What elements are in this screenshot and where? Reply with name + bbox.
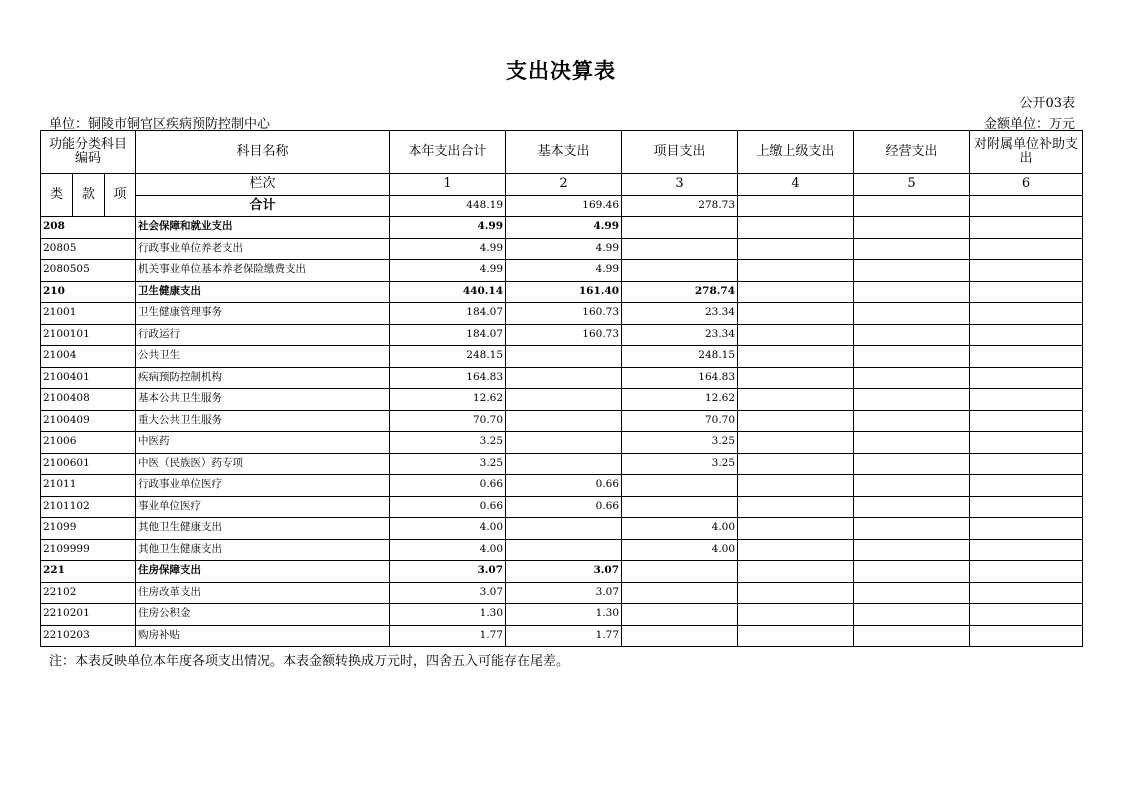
row-business-expense: [854, 432, 970, 454]
total-row: [41, 196, 1083, 217]
row-subsidy-affiliate: [970, 238, 1083, 260]
row-subject-name: 住房保障支出: [136, 561, 390, 583]
row-basic-expense: 3.07: [506, 561, 622, 583]
row-subsidy-affiliate: [970, 389, 1083, 411]
row-remit-superior: [738, 496, 854, 518]
row-subject-name: 机关事业单位基本养老保险缴费支出: [136, 260, 390, 282]
row-code: 2210201: [41, 604, 136, 626]
col-index-1: 1: [390, 174, 506, 196]
row-business-expense: [854, 389, 970, 411]
row-total-expense: 3.07: [390, 561, 506, 583]
row-business-expense: [854, 281, 970, 303]
row-project-expense: 3.25: [622, 453, 738, 475]
row-project-expense: 70.70: [622, 410, 738, 432]
row-total-expense: 0.66: [390, 496, 506, 518]
row-code: 2100101: [41, 324, 136, 346]
row-remit-superior: [738, 453, 854, 475]
row-basic-expense: 4.99: [506, 238, 622, 260]
header-project-expense: 项目支出: [622, 131, 738, 174]
header-lanci: 栏次: [136, 174, 390, 196]
row-total-expense: 1.30: [390, 604, 506, 626]
table-row: [41, 260, 1083, 282]
row-subject-name: 行政事业单位医疗: [136, 475, 390, 497]
row-code: 2109999: [41, 539, 136, 561]
table-row: [41, 604, 1083, 626]
row-remit-superior: [738, 367, 854, 389]
col-index-2: 2: [506, 174, 622, 196]
row-subject-name: 其他卫生健康支出: [136, 518, 390, 540]
row-basic-expense: [506, 389, 622, 411]
row-project-expense: 248.15: [622, 346, 738, 368]
row-subsidy-affiliate: [970, 453, 1083, 475]
row-basic-expense: [506, 432, 622, 454]
total-col2: 169.46: [506, 196, 622, 217]
table-row: [41, 303, 1083, 325]
table-row: [41, 453, 1083, 475]
table-row: [41, 432, 1083, 454]
row-code: 20805: [41, 238, 136, 260]
row-remit-superior: [738, 238, 854, 260]
total-label: 合计: [136, 196, 390, 217]
row-subsidy-affiliate: [970, 346, 1083, 368]
row-subsidy-affiliate: [970, 432, 1083, 454]
header-subject-name: 科目名称: [136, 131, 390, 174]
row-basic-expense: 4.99: [506, 260, 622, 282]
row-project-expense: 3.25: [622, 432, 738, 454]
row-code: 2210203: [41, 625, 136, 647]
row-project-expense: [622, 625, 738, 647]
row-total-expense: 3.07: [390, 582, 506, 604]
row-code: 2101102: [41, 496, 136, 518]
row-remit-superior: [738, 389, 854, 411]
row-subsidy-affiliate: [970, 260, 1083, 282]
row-project-expense: [622, 260, 738, 282]
row-basic-expense: 160.73: [506, 303, 622, 325]
table-row: [41, 238, 1083, 260]
row-remit-superior: [738, 324, 854, 346]
row-business-expense: [854, 518, 970, 540]
page-title: 支出决算表: [506, 59, 616, 83]
row-remit-superior: [738, 475, 854, 497]
row-project-expense: 278.74: [622, 281, 738, 303]
row-basic-expense: [506, 453, 622, 475]
row-business-expense: [854, 475, 970, 497]
row-subject-name: 疾病预防控制机构: [136, 367, 390, 389]
row-subsidy-affiliate: [970, 367, 1083, 389]
table-row: [41, 582, 1083, 604]
row-project-expense: 4.00: [622, 539, 738, 561]
row-remit-superior: [738, 539, 854, 561]
row-subsidy-affiliate: [970, 582, 1083, 604]
row-code: 2100601: [41, 453, 136, 475]
row-business-expense: [854, 238, 970, 260]
table-row: [41, 410, 1083, 432]
row-project-expense: 164.83: [622, 367, 738, 389]
row-basic-expense: 160.73: [506, 324, 622, 346]
row-total-expense: 12.62: [390, 389, 506, 411]
total-col5: [854, 196, 970, 217]
row-project-expense: [622, 604, 738, 626]
table-row: [41, 496, 1083, 518]
row-business-expense: [854, 324, 970, 346]
row-subject-name: 公共卫生: [136, 346, 390, 368]
unit-label: 单位：铜陵市铜官区疾病预防控制中心: [49, 117, 271, 132]
table-row: [41, 518, 1083, 540]
header-kuan: 款: [73, 174, 105, 217]
row-remit-superior: [738, 303, 854, 325]
row-basic-expense: [506, 410, 622, 432]
row-basic-expense: 0.66: [506, 496, 622, 518]
total-col6: [970, 196, 1083, 217]
row-project-expense: [622, 582, 738, 604]
row-subsidy-affiliate: [970, 539, 1083, 561]
header-func-code: 功能分类科目编码: [41, 131, 136, 174]
row-total-expense: 4.99: [390, 260, 506, 282]
row-basic-expense: 1.77: [506, 625, 622, 647]
col-index-5: 5: [854, 174, 970, 196]
row-remit-superior: [738, 625, 854, 647]
row-code: 21099: [41, 518, 136, 540]
row-project-expense: [622, 217, 738, 239]
row-remit-superior: [738, 346, 854, 368]
row-code: 2080505: [41, 260, 136, 282]
row-subsidy-affiliate: [970, 281, 1083, 303]
footnote: 注：本表反映单位本年度各项支出情况。本表金额转换成万元时，四舍五入可能存在尾差。: [49, 654, 570, 669]
row-basic-expense: 0.66: [506, 475, 622, 497]
row-subject-name: 重大公共卫生服务: [136, 410, 390, 432]
total-col4: [738, 196, 854, 217]
row-total-expense: 4.00: [390, 518, 506, 540]
row-total-expense: 164.83: [390, 367, 506, 389]
row-business-expense: [854, 582, 970, 604]
row-remit-superior: [738, 561, 854, 583]
row-business-expense: [854, 303, 970, 325]
row-subject-name: 行政运行: [136, 324, 390, 346]
row-subsidy-affiliate: [970, 496, 1083, 518]
row-subsidy-affiliate: [970, 604, 1083, 626]
row-code: 21001: [41, 303, 136, 325]
row-total-expense: 4.00: [390, 539, 506, 561]
row-basic-expense: [506, 367, 622, 389]
row-code: 2100401: [41, 367, 136, 389]
row-subject-name: 其他卫生健康支出: [136, 539, 390, 561]
row-total-expense: 0.66: [390, 475, 506, 497]
table-row: [41, 217, 1083, 239]
row-basic-expense: 4.99: [506, 217, 622, 239]
table-row: [41, 625, 1083, 647]
row-code: 210: [41, 281, 136, 303]
row-total-expense: 248.15: [390, 346, 506, 368]
row-business-expense: [854, 496, 970, 518]
row-project-expense: [622, 561, 738, 583]
row-business-expense: [854, 367, 970, 389]
row-business-expense: [854, 346, 970, 368]
table-row: [41, 281, 1083, 303]
row-code: 221: [41, 561, 136, 583]
col-index-4: 4: [738, 174, 854, 196]
row-subject-name: 社会保障和就业支出: [136, 217, 390, 239]
row-remit-superior: [738, 604, 854, 626]
row-basic-expense: [506, 518, 622, 540]
row-subsidy-affiliate: [970, 217, 1083, 239]
row-total-expense: 1.77: [390, 625, 506, 647]
row-project-expense: 4.00: [622, 518, 738, 540]
row-subject-name: 卫生健康管理事务: [136, 303, 390, 325]
row-remit-superior: [738, 281, 854, 303]
row-project-expense: 23.34: [622, 324, 738, 346]
row-total-expense: 3.25: [390, 453, 506, 475]
row-basic-expense: 3.07: [506, 582, 622, 604]
row-business-expense: [854, 260, 970, 282]
row-subject-name: 住房公积金: [136, 604, 390, 626]
row-business-expense: [854, 217, 970, 239]
header-subsidy-affiliate: 对附属单位补助支出: [970, 131, 1083, 174]
row-subsidy-affiliate: [970, 518, 1083, 540]
row-subsidy-affiliate: [970, 324, 1083, 346]
row-subject-name: 卫生健康支出: [136, 281, 390, 303]
table-row: [41, 475, 1083, 497]
row-subject-name: 事业单位医疗: [136, 496, 390, 518]
table-row: [41, 367, 1083, 389]
row-project-expense: [622, 496, 738, 518]
row-business-expense: [854, 453, 970, 475]
total-col3: 278.73: [622, 196, 738, 217]
row-code: 21011: [41, 475, 136, 497]
row-remit-superior: [738, 432, 854, 454]
row-subject-name: 行政事业单位养老支出: [136, 238, 390, 260]
row-basic-expense: 161.40: [506, 281, 622, 303]
row-business-expense: [854, 561, 970, 583]
row-remit-superior: [738, 582, 854, 604]
row-subsidy-affiliate: [970, 625, 1083, 647]
row-code: 21004: [41, 346, 136, 368]
expenditure-table: [40, 130, 1083, 647]
row-project-expense: [622, 475, 738, 497]
row-code: 21006: [41, 432, 136, 454]
table-row: [41, 346, 1083, 368]
table-row: [41, 561, 1083, 583]
row-remit-superior: [738, 217, 854, 239]
row-total-expense: 70.70: [390, 410, 506, 432]
row-total-expense: 184.07: [390, 324, 506, 346]
row-total-expense: 3.25: [390, 432, 506, 454]
row-subject-name: 中医药: [136, 432, 390, 454]
row-business-expense: [854, 410, 970, 432]
col-index-3: 3: [622, 174, 738, 196]
header-remit-superior: 上缴上级支出: [738, 131, 854, 174]
form-number: 公开03表: [1019, 96, 1075, 111]
column-index-row: [41, 174, 1083, 196]
row-remit-superior: [738, 260, 854, 282]
row-subsidy-affiliate: [970, 410, 1083, 432]
row-code: 2100408: [41, 389, 136, 411]
col-index-6: 6: [970, 174, 1083, 196]
row-subsidy-affiliate: [970, 303, 1083, 325]
row-subject-name: 基本公共卫生服务: [136, 389, 390, 411]
row-total-expense: 4.99: [390, 238, 506, 260]
row-subject-name: 购房补贴: [136, 625, 390, 647]
row-basic-expense: 1.30: [506, 604, 622, 626]
table-row: [41, 539, 1083, 561]
header-xiang: 项: [105, 174, 136, 217]
row-total-expense: 440.14: [390, 281, 506, 303]
row-total-expense: 4.99: [390, 217, 506, 239]
row-basic-expense: [506, 539, 622, 561]
row-subject-name: 中医（民族医）药专项: [136, 453, 390, 475]
row-business-expense: [854, 604, 970, 626]
row-subsidy-affiliate: [970, 475, 1083, 497]
row-remit-superior: [738, 410, 854, 432]
table-row: [41, 389, 1083, 411]
row-business-expense: [854, 539, 970, 561]
row-subsidy-affiliate: [970, 561, 1083, 583]
row-basic-expense: [506, 346, 622, 368]
row-remit-superior: [738, 518, 854, 540]
row-code: 22102: [41, 582, 136, 604]
header-lei: 类: [41, 174, 73, 217]
table-row: [41, 324, 1083, 346]
amount-unit-label: 金额单位：万元: [983, 117, 1075, 132]
header-total-expense: 本年支出合计: [390, 131, 506, 174]
row-subject-name: 住房改革支出: [136, 582, 390, 604]
header-business-expense: 经营支出: [854, 131, 970, 174]
total-col1: 448.19: [390, 196, 506, 217]
header-row: [41, 131, 1083, 174]
row-project-expense: [622, 238, 738, 260]
header-basic-expense: 基本支出: [506, 131, 622, 174]
row-business-expense: [854, 625, 970, 647]
row-total-expense: 184.07: [390, 303, 506, 325]
row-code: 2100409: [41, 410, 136, 432]
row-project-expense: 12.62: [622, 389, 738, 411]
row-code: 208: [41, 217, 136, 239]
row-project-expense: 23.34: [622, 303, 738, 325]
